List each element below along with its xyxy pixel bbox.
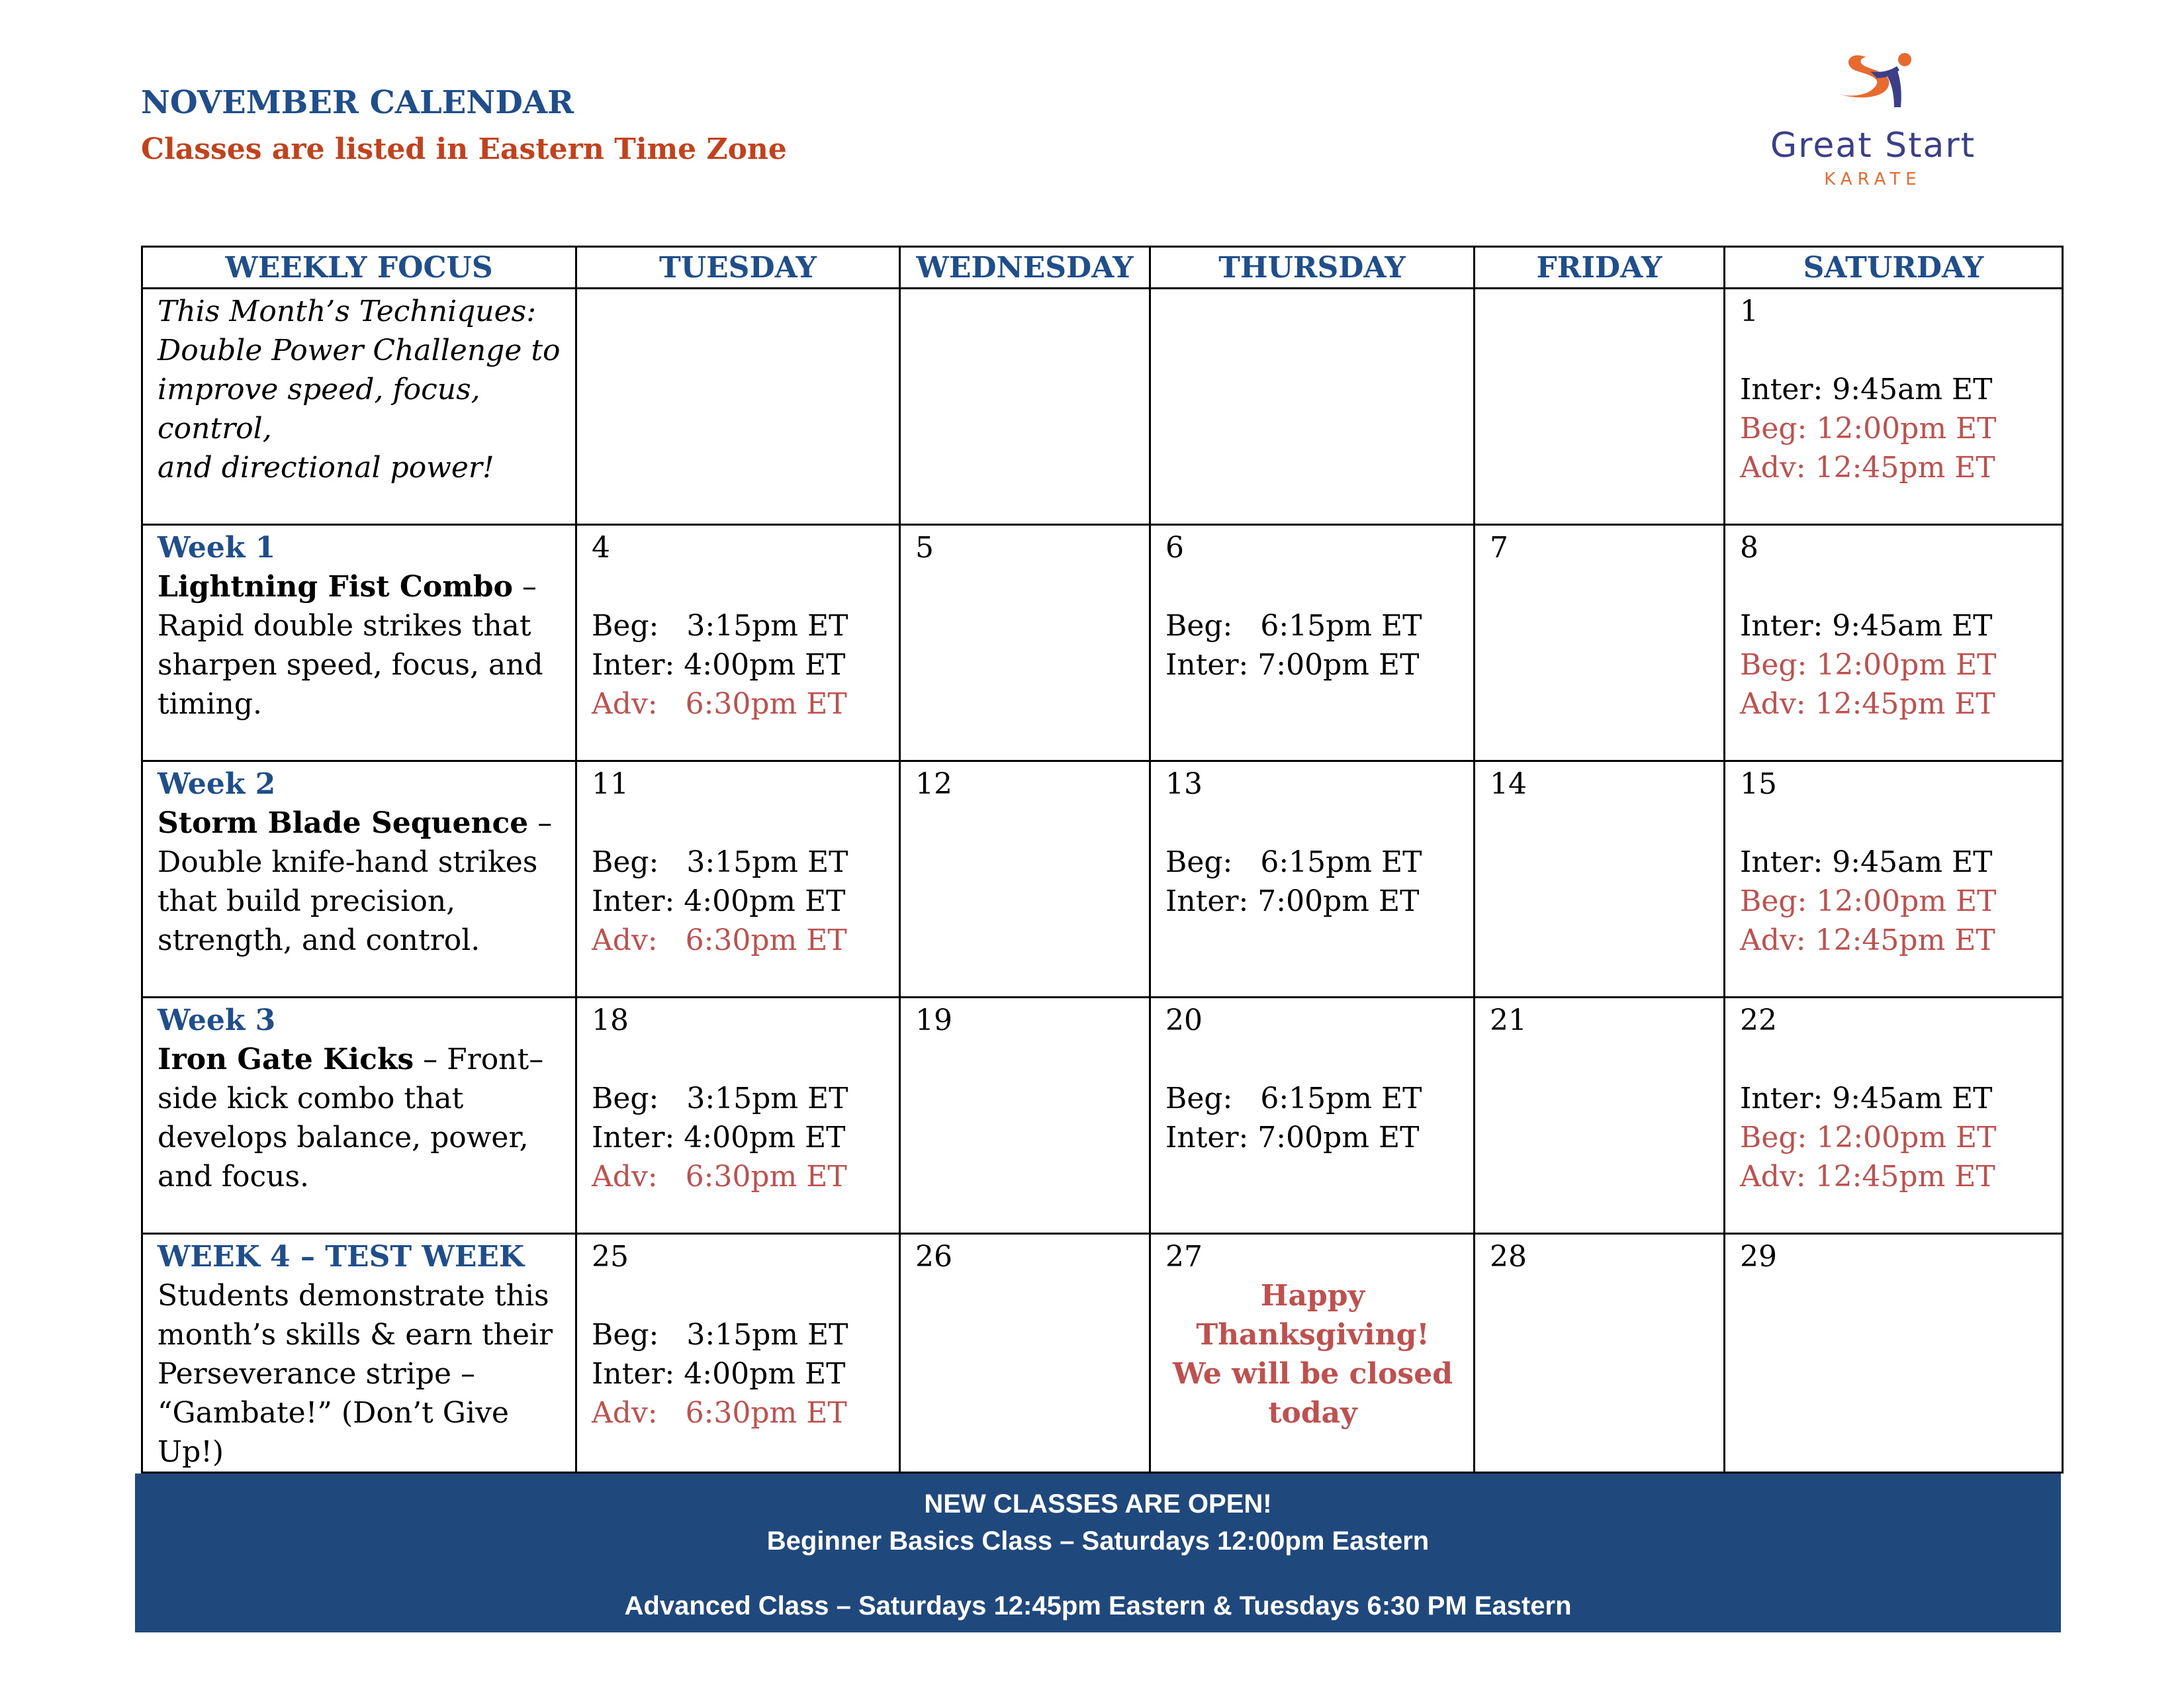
date-number: 1 (1740, 295, 1758, 328)
col-header-friday: FRIDAY (1475, 247, 1725, 289)
day-cell-fri (1475, 525, 1725, 761)
holiday-line: We will be closed (1173, 1357, 1453, 1391)
day-cell-empty (1150, 289, 1475, 525)
date-number: 18 (592, 1004, 629, 1037)
week-line: month’s skills & earn their (158, 1318, 553, 1352)
day-cell-empty (576, 289, 900, 525)
schedule-line: Adv: 6:30pm ET (592, 687, 847, 721)
schedule-line: Beg: 3:15pm ET (592, 845, 848, 879)
week-line: side kick combo that (158, 1082, 464, 1115)
date-number: 22 (1740, 1004, 1777, 1037)
schedule-line: Inter: 4:00pm ET (592, 648, 846, 682)
week-line: “Gambate!” (Don’t Give Up!) (158, 1396, 509, 1469)
week-title: WEEK 4 – TEST WEEK (158, 1240, 525, 1274)
week-line: Rapid double strikes that (158, 609, 531, 643)
technique-name: Storm Blade Sequence (158, 806, 529, 840)
week-focus-cell (142, 761, 576, 998)
schedule-line: Beg: 12:00pm ET (1740, 648, 1997, 682)
day-cell-sat (1725, 761, 2063, 998)
date-number: 19 (915, 1004, 952, 1037)
date-number: 29 (1740, 1240, 1777, 1274)
calendar-table (141, 246, 2064, 1474)
schedule-line: Adv: 12:45pm ET (1740, 451, 1995, 485)
page-title: NOVEMBER CALENDAR (141, 84, 574, 121)
date-number: 25 (592, 1240, 629, 1274)
table-row (142, 761, 2063, 998)
day-cell-thu (1150, 525, 1475, 761)
week-focus-cell (142, 525, 576, 761)
intro-line: This Month’s Techniques: (158, 295, 537, 328)
new-classes-banner (135, 1474, 2061, 1632)
technique-name: Lightning Fist Combo (158, 570, 513, 604)
week-line: timing. (158, 687, 263, 721)
page-subtitle: Classes are listed in Eastern Time Zone (141, 132, 787, 166)
intro-line: Double Power Challenge to (158, 334, 561, 367)
week-line: that build precision, (158, 884, 456, 918)
holiday-line: today (1268, 1396, 1357, 1430)
week-line: Iron Gate Kicks – Front– (158, 1043, 544, 1076)
schedule-line: Adv: 12:45pm ET (1740, 923, 1995, 957)
schedule-line: Inter: 4:00pm ET (592, 1121, 846, 1154)
date-number: 7 (1490, 531, 1508, 565)
day-cell-wed (900, 1234, 1150, 1473)
schedule-line: Inter: 9:45am ET (1740, 1082, 1993, 1115)
col-header-thursday: THURSDAY (1150, 247, 1475, 289)
day-cell-empty (1475, 289, 1725, 525)
schedule-line: Adv: 6:30pm ET (592, 1160, 847, 1194)
day-cell-fri (1475, 1234, 1725, 1473)
banner-headline: NEW CLASSES ARE OPEN! (924, 1489, 1272, 1519)
week-line: Perseverance stripe – (158, 1357, 476, 1391)
day-cell-thu (1150, 1234, 1475, 1473)
day-cell-sat (1725, 998, 2063, 1234)
schedule-line: Beg: 6:15pm ET (1165, 609, 1422, 643)
week-line: Storm Blade Sequence – (158, 806, 553, 840)
intro-line: improve speed, focus, control, (158, 373, 480, 445)
date-number: 8 (1740, 531, 1758, 565)
header-row (142, 247, 2063, 289)
date-number: 21 (1490, 1004, 1527, 1037)
table-row (142, 525, 2063, 761)
day-cell-tue (576, 761, 900, 998)
schedule-line: Beg: 12:00pm ET (1740, 412, 1997, 445)
schedule-line: Inter: 7:00pm ET (1165, 648, 1420, 682)
table-row (142, 1234, 2063, 1473)
intro-cell (142, 289, 576, 525)
day-cell-sat (1725, 525, 2063, 761)
table-row (142, 289, 2063, 525)
date-number: 28 (1490, 1240, 1527, 1274)
week-title: Week 2 (158, 767, 276, 801)
date-number: 12 (915, 767, 952, 801)
date-number: 11 (592, 767, 629, 801)
schedule-line: Beg: 3:15pm ET (592, 1318, 848, 1352)
col-header-saturday: SATURDAY (1725, 247, 2063, 289)
schedule-line: Beg: 6:15pm ET (1165, 1082, 1422, 1115)
logo-name: Great Start (1770, 126, 1976, 165)
week-line: and focus. (158, 1160, 310, 1194)
logo-tagline: KARATE (1824, 169, 1922, 189)
great-start-karate-logo (1747, 33, 1999, 205)
day-cell-thu (1150, 761, 1475, 998)
day-cell-tue (576, 1234, 900, 1473)
schedule-line: Adv: 6:30pm ET (592, 923, 847, 957)
schedule-line: Adv: 12:45pm ET (1740, 687, 1995, 721)
date-number: 13 (1165, 767, 1203, 801)
week-line: Double knife-hand strikes (158, 845, 538, 879)
schedule-line: Inter: 9:45am ET (1740, 845, 1993, 879)
date-number: 15 (1740, 767, 1777, 801)
date-number: 5 (915, 531, 934, 565)
col-header-weekly-focus: WEEKLY FOCUS (142, 247, 576, 289)
schedule-line: Beg: 3:15pm ET (592, 609, 848, 643)
week-line: sharpen speed, focus, and (158, 648, 543, 682)
day-cell-sat (1725, 1234, 2063, 1473)
date-number: 14 (1490, 767, 1527, 801)
day-cell-fri (1475, 998, 1725, 1234)
holiday-note (1165, 1276, 1460, 1432)
day-cell-sat (1725, 289, 2063, 525)
schedule-line: Inter: 9:45am ET (1740, 609, 1993, 643)
day-cell-wed (900, 998, 1150, 1234)
schedule-line: Inter: 4:00pm ET (592, 1357, 846, 1391)
holiday-line: Thanksgiving! (1196, 1318, 1430, 1352)
week-line: develops balance, power, (158, 1121, 529, 1154)
schedule-line: Adv: 6:30pm ET (592, 1396, 847, 1430)
week-title: Week 1 (158, 531, 276, 565)
col-header-wednesday: WEDNESDAY (900, 247, 1150, 289)
schedule-line: Inter: 7:00pm ET (1165, 884, 1420, 918)
day-cell-tue (576, 998, 900, 1234)
banner-advanced-line: Advanced Class – Saturdays 12:45pm Eastern & Tuesdays 6:30 PM Eastern (624, 1591, 1572, 1620)
day-cell-fri (1475, 761, 1725, 998)
day-cell-thu (1150, 998, 1475, 1234)
holiday-line: Happy (1260, 1279, 1365, 1313)
week-line: strength, and control. (158, 923, 480, 957)
week-focus-cell (142, 1234, 576, 1473)
banner-beginner-line: Beginner Basics Class – Saturdays 12:00pm Eastern (766, 1526, 1430, 1556)
week-line: Lightning Fist Combo – (158, 570, 537, 604)
week-focus-cell (142, 998, 576, 1234)
intro-line: and directional power! (158, 451, 494, 485)
day-cell-tue (576, 525, 900, 761)
date-number: 6 (1165, 531, 1184, 565)
schedule-line: Beg: 12:00pm ET (1740, 884, 1997, 918)
week-line: Students demonstrate this (158, 1279, 549, 1313)
day-cell-wed (900, 525, 1150, 761)
day-cell-empty (900, 289, 1150, 525)
schedule-line: Beg: 3:15pm ET (592, 1082, 848, 1115)
date-number: 20 (1165, 1004, 1203, 1037)
schedule-line: Inter: 7:00pm ET (1165, 1121, 1420, 1154)
day-cell-wed (900, 761, 1150, 998)
karate-figure-icon (1747, 33, 1999, 126)
table-row (142, 998, 2063, 1234)
technique-name: Iron Gate Kicks (158, 1043, 414, 1076)
date-number: 4 (592, 531, 610, 565)
schedule-line: Adv: 12:45pm ET (1740, 1160, 1995, 1194)
schedule-line: Beg: 6:15pm ET (1165, 845, 1422, 879)
schedule-line: Beg: 12:00pm ET (1740, 1121, 1997, 1154)
schedule-line: Inter: 4:00pm ET (592, 884, 846, 918)
schedule-line: Inter: 9:45am ET (1740, 373, 1993, 406)
col-header-tuesday: TUESDAY (576, 247, 900, 289)
date-number: 27 (1165, 1240, 1203, 1274)
date-number: 26 (915, 1240, 952, 1274)
week-title: Week 3 (158, 1004, 276, 1037)
